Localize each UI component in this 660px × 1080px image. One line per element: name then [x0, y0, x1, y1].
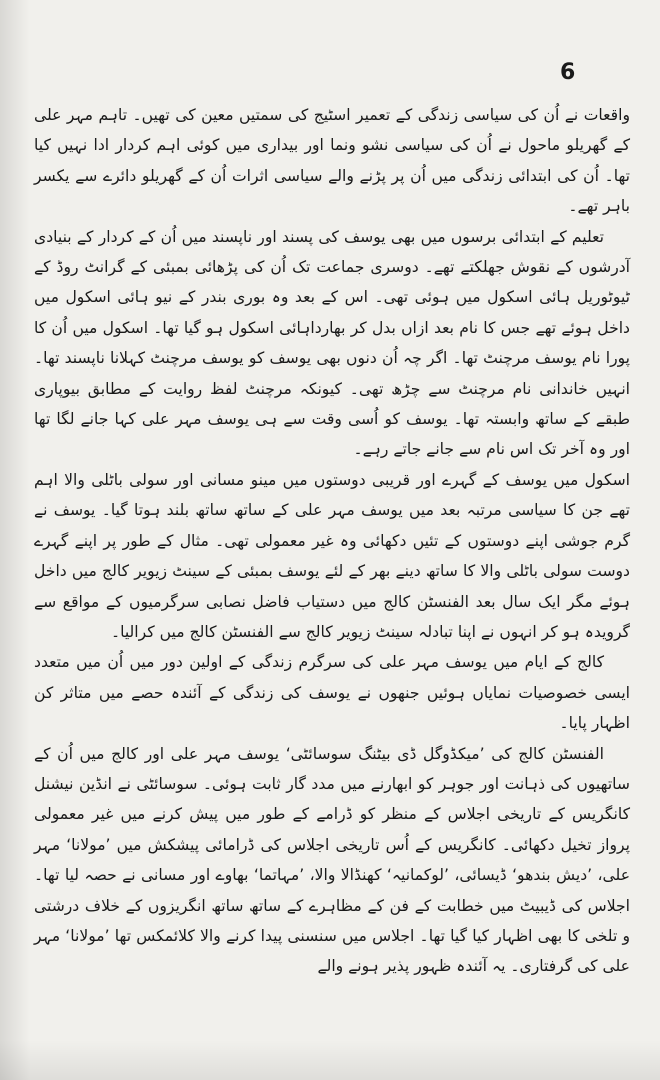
page-bottom-shade [0, 1040, 660, 1080]
paragraph-4: کالج کے ایام میں یوسف مہر علی کی سرگرم زندگی کے اولین دور میں اُن میں متعدد ایسی خصوصیات نمایاں ہوئیں جنھوں نے یوسف کی زندگی کے آئندہ حصے میں متاثر کن اظہار پایا۔ [34, 653, 630, 733]
paragraph-5: الفنسٹن کالج کی ’میکڈوگل ڈی بیٹنگ سوسائٹی‘ یوسف مہر علی اور کالج میں اُن کے ساتھیوں کی ذہانت اور جوہر کو ابھارنے میں مدد گار ثابت ہوئی۔ سوسائٹی نے انڈین نیشنل کانگریس کے تاریخی اجلاس کے منظر کو ڈرامے کے طور میں پیش کرنے میں غیر معمولی پرواز تخیل دکھائی۔ کانگریس کے اُس تاریخی اجلاس کی ڈرامائی پیشکش میں ’مولانا‘ مہر علی، ’دیش بندھو‘ ڈیسائی، ’لوکمانیہ‘ کھنڈالا والا، ’مہاتما‘ بھاوے اور مسانی نے حصہ لیا تھا۔ اجلاس کی ڈیبیٹ میں خطابت کے فن کے مظاہرے کے ساتھ ساتھ انگریزوں کے خلاف درشتی و تلخی کا بھی اظہار کیا گیا تھا۔ اجلاس میں سنسنی پیدا کرنے والا کلائمکس تھا ’مولانا‘ مہر علی کی گرفتاری۔ یہ آئندہ ظہور پذیر ہونے والے [34, 744, 630, 976]
page-edge-shadow [0, 0, 30, 1080]
page-number: 6 [560, 60, 576, 85]
page-body [34, 100, 630, 982]
paragraph-1: واقعات نے اُن کی سیاسی زندگی کے تعمیر اسٹیج کی سمتیں معین کی تھیں۔ تاہم مہر علی کے گھریلو ماحول نے اُن کی سیاسی نشو ونما اور بیداری میں کوئی اہم کردار ادا نہیں کیا تھا۔ اُن کی ابتدائی زندگی میں اُن پر پڑنے والے سیاسی اثرات اُن کے گھریلو دائرے سے یکسر باہر تھے۔ [34, 106, 630, 216]
paragraph-3: اسکول میں یوسف کے گہرے اور قریبی دوستوں میں مینو مسانی اور سولی باٹلی والا اہم تھے جن کا سیاسی مرتبہ بعد میں یوسف مہر علی کے ساتھ ساتھ بلند ہوتا گیا۔ یوسف نے گرم جوشی اپنے دوستوں کے تئیں دکھائی وہ غیر معمولی تھی۔ مثال کے طور پر اپنے گہرے دوست سولی باٹلی والا کا ساتھ دینے بھر کے لئے یوسف بمبئی کے سینٹ زیویر کالج میں داخل ہوئے مگر ایک سال بعد الفنسٹن کالج میں دستیاب فاضل نصابی سرگرمیوں کے مواقع سے گرویدہ ہو کر انہوں نے اپنا تبادلہ سینٹ زیویر کالج سے الفنسٹن کالج میں کرالیا۔ [34, 470, 630, 641]
paragraph-2: تعلیم کے ابتدائی برسوں میں بھی یوسف کی پسند اور ناپسند میں اُن کے کردار کے بنیادی آدرشوں کے نقوش جھلکتے تھے۔ دوسری جماعت تک اُن کی پڑھائی بمبئی کے گرانٹ روڈ کے ٹیوٹوریل ہائی اسکول میں ہوئی تھی۔ اس کے بعد وہ بوری بندر کے نیو ہائی اسکول میں داخل ہوئے تھے جس کا نام بعد ازاں بدل کر بھارداہائی اسکول ہو گیا تھا۔ اسکول میں اُن کا پورا نام یوسف مرچنٹ تھا۔ اگر چہ اُن دنوں بھی یوسف کو یوسف مرچنٹ کہلانا ناپسند تھا۔ انہیں خاندانی نام مرچنٹ سے چڑھ تھی۔ کیونکہ مرچنٹ لفظ روایت کے مطابق بیوپاری طبقے کے ساتھ وابستہ تھا۔ یوسف کو اُسی وقت سے ہی یوسف مہر علی کہا جانے لگا تھا اور وہ آخر تک اس نام سے جانے جاتے رہے۔ [34, 227, 630, 459]
